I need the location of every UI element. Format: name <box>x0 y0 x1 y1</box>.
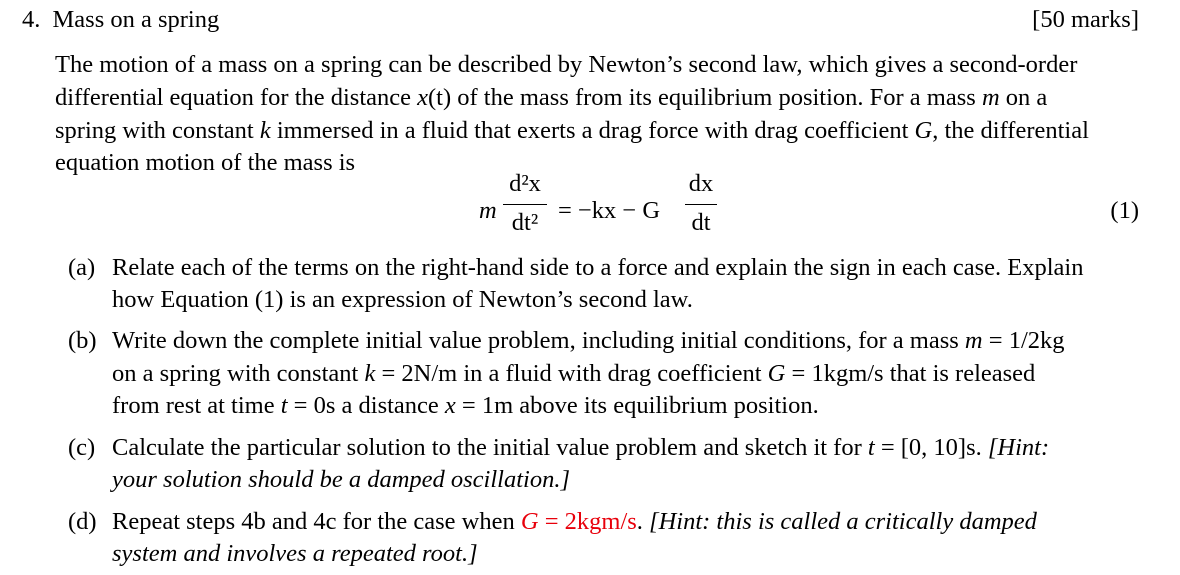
eq-fraction-bar-1 <box>503 204 547 205</box>
part-b-line-2: on a spring with constant k = 2N/m in a fluid with drag coefficient G = 1kgm/s that is released <box>112 360 1036 387</box>
part-d-hint-start: [Hint: this is called a critically damped <box>649 508 1037 535</box>
part-c-label: (c) <box>68 434 96 461</box>
part-b-line-1: Write down the complete initial value problem, including initial conditions, for a mass m = 1/2kg <box>112 327 1065 354</box>
part-d-line-2: system and involves a repeated root.] <box>112 540 478 567</box>
eq-label: (1) <box>1110 197 1139 224</box>
eq-fraction-bar-2 <box>685 204 717 205</box>
eq-dx-denominator: dt <box>691 209 711 236</box>
intro-line-1: The motion of a mass on a spring can be described by Newton’s second law, which gives a second-order <box>55 51 1078 78</box>
part-c-line-1: Calculate the particular solution to the initial value problem and sketch it for t = [0, 10]s. [Hint: <box>112 434 1050 461</box>
part-d-label: (d) <box>68 508 97 535</box>
eq-d2x-numerator: d²x <box>509 170 541 197</box>
eq-first-derivative <box>685 170 717 240</box>
part-a-line-1: Relate each of the terms on the right-hand side to a force and explain the sign in each case. Explain <box>112 254 1084 281</box>
eq-rhs: = −kx − G <box>558 197 661 224</box>
part-b-label: (b) <box>68 327 97 354</box>
part-c-line-2: your solution should be a damped oscillation.] <box>112 466 570 493</box>
question-heading <box>22 6 219 34</box>
question-title: Mass on a spring <box>52 6 220 33</box>
intro-line-4: equation motion of the mass is <box>55 149 356 176</box>
part-a-line-2: how Equation (1) is an expression of Newton’s second law. <box>112 286 693 313</box>
question-marks: [50 marks] <box>1032 6 1139 33</box>
eq-second-derivative <box>503 170 547 240</box>
question-number: 4. <box>22 6 41 33</box>
intro-line-2: differential equation for the distance x(t) of the mass from its equilibrium position. For a mass m on a <box>55 84 1048 111</box>
eq-dx-numerator: dx <box>688 170 714 197</box>
eq-d2x-denominator: dt² <box>511 209 539 236</box>
eq-mass-coefficient: m <box>479 197 497 224</box>
part-a-label: (a) <box>68 254 96 281</box>
part-b-line-3: from rest at time t = 0s a distance x = 1m above its equilibrium position. <box>112 392 819 419</box>
part-d-line-1: Repeat steps 4b and 4c for the case when G = 2kgm/s. [Hint: this is called a critically damped <box>112 508 1037 535</box>
part-c-hint-start: [Hint: <box>987 434 1050 461</box>
part-d-highlighted-value: G = 2kgm/s <box>520 508 637 535</box>
intro-line-3: spring with constant k immersed in a fluid that exerts a drag force with drag coefficient G, the differential <box>55 117 1089 144</box>
